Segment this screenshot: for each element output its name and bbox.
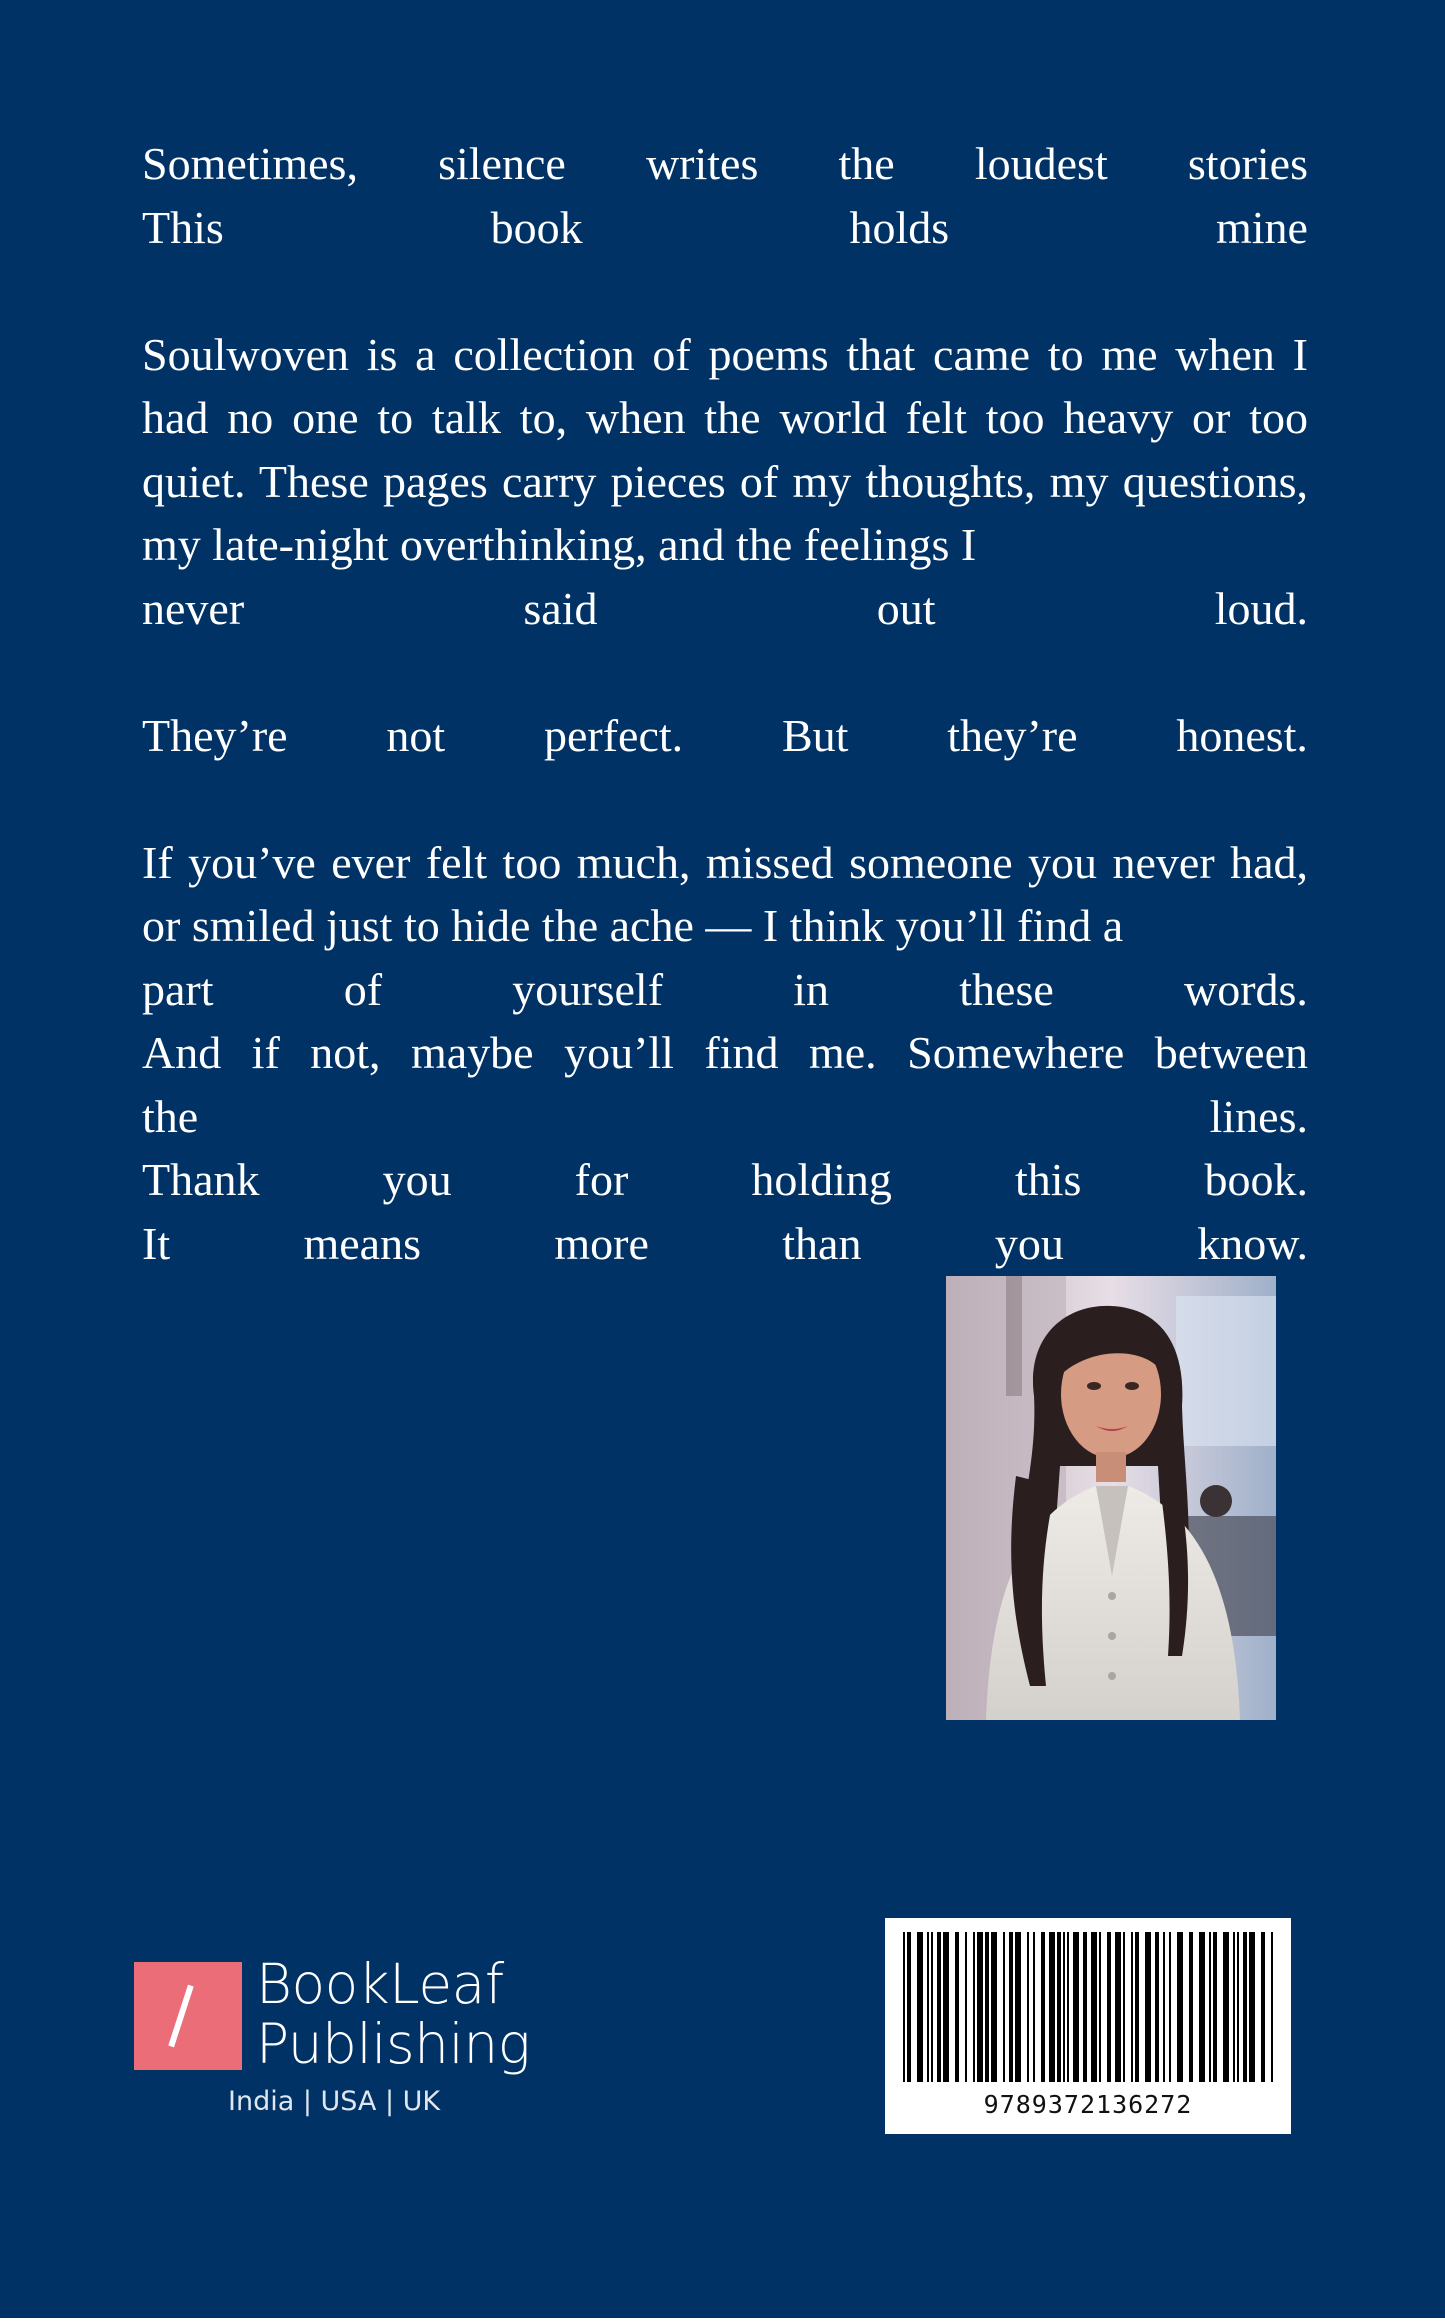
- barcode-bar: [955, 1932, 959, 2082]
- barcode-bar: [1145, 1932, 1151, 2082]
- barcode-bar: [927, 1932, 929, 2082]
- barcode-bar: [1177, 1932, 1183, 2082]
- barcode-bar: [1067, 1932, 1069, 2082]
- publisher-logo-mark: [134, 1962, 242, 2070]
- barcode-bar: [1115, 1932, 1121, 2082]
- barcode-bar: [973, 1932, 975, 2082]
- barcode-bar: [1003, 1932, 1005, 2082]
- barcode-bar: [965, 1932, 967, 2082]
- publisher-regions: India | USA | UK: [228, 2086, 441, 2117]
- barcode-bar: [1261, 1932, 1265, 2082]
- blurb-text: [142, 132, 1308, 1275]
- barcode-bar: [1083, 1932, 1087, 2082]
- barcode-bar: [1073, 1932, 1079, 2082]
- barcode-bar: [991, 1932, 997, 2082]
- barcode-bar: [1107, 1932, 1111, 2082]
- barcode-bar: [1009, 1932, 1013, 2082]
- barcode-bar: [903, 1932, 905, 2082]
- barcode-bar: [1057, 1932, 1061, 2082]
- barcode-bar: [1099, 1932, 1101, 2082]
- barcode-bar: [1027, 1932, 1029, 2082]
- barcode-bar: [1063, 1932, 1065, 2082]
- barcode-bar: [1163, 1932, 1165, 2082]
- barcode-bar: [1131, 1932, 1133, 2082]
- isbn-number: 9789372136272: [983, 2090, 1193, 2119]
- blurb-paragraph: Soulwoven is a collection of poems that came to me when I had no one to talk to, when the world felt too heavy or too quiet. These pages carry pieces of my thoughts, my questions, my late-night overthinking, and the feelings I: [142, 328, 1308, 570]
- barcode-bar: [1015, 1932, 1021, 2082]
- barcode-bar: [1169, 1932, 1171, 2082]
- barcode-bar: [1123, 1932, 1125, 2082]
- publisher-logo: [134, 1952, 554, 2132]
- barcode-bar: [931, 1932, 933, 2082]
- barcode-bar: [1213, 1932, 1217, 2082]
- blurb-line: part of yourself in these words.: [142, 963, 1308, 1015]
- blurb-line: the lines.: [142, 1090, 1308, 1142]
- blurb-line: And if not, maybe you’ll find me. Somewhere between: [142, 1027, 1308, 1078]
- blurb-line: It means more than you know.: [142, 1217, 1308, 1269]
- barcode-bar: [1135, 1932, 1139, 2082]
- blurb-line: Sometimes, silence writes the loudest stories: [142, 138, 1308, 189]
- barcode-bar: [1049, 1932, 1055, 2082]
- barcode-bar: [1243, 1932, 1247, 2082]
- barcode-bar: [1091, 1932, 1097, 2082]
- barcode-bar: [917, 1932, 923, 2082]
- barcode-bar: [1271, 1932, 1273, 2082]
- blurb-line: This book holds mine: [142, 201, 1308, 253]
- barcode-bar: [1041, 1932, 1045, 2082]
- barcode-bar: [977, 1932, 983, 2082]
- blurb-line: They’re not perfect. But they’re honest.: [142, 709, 1308, 761]
- barcode-bar: [1223, 1932, 1229, 2082]
- barcode-bar: [985, 1932, 989, 2082]
- barcode-bar: [1233, 1932, 1235, 2082]
- barcode-bar: [943, 1932, 949, 2082]
- barcode-bar: [907, 1932, 911, 2082]
- barcode-bar: [1189, 1932, 1193, 2082]
- barcode-bar: [1033, 1932, 1035, 2082]
- blurb-line: never said out loud.: [142, 582, 1308, 634]
- publisher-name: BookLeaf Publishing: [256, 1952, 531, 2076]
- barcode-bar: [1237, 1932, 1239, 2082]
- author-photo: [946, 1276, 1276, 1720]
- barcode-bar: [937, 1932, 941, 2082]
- barcode-bar: [1199, 1932, 1205, 2082]
- barcode-bar: [1209, 1932, 1211, 2082]
- barcode-bar: [1155, 1932, 1159, 2082]
- isbn-barcode: [885, 1918, 1291, 2134]
- blurb-paragraph: If you’ve ever felt too much, missed someone you never had, or smiled just to hide the ache — I think you’ll find a: [142, 836, 1308, 951]
- barcode-bar: [1249, 1932, 1255, 2082]
- blurb-line: Thank you for holding this book.: [142, 1154, 1308, 1205]
